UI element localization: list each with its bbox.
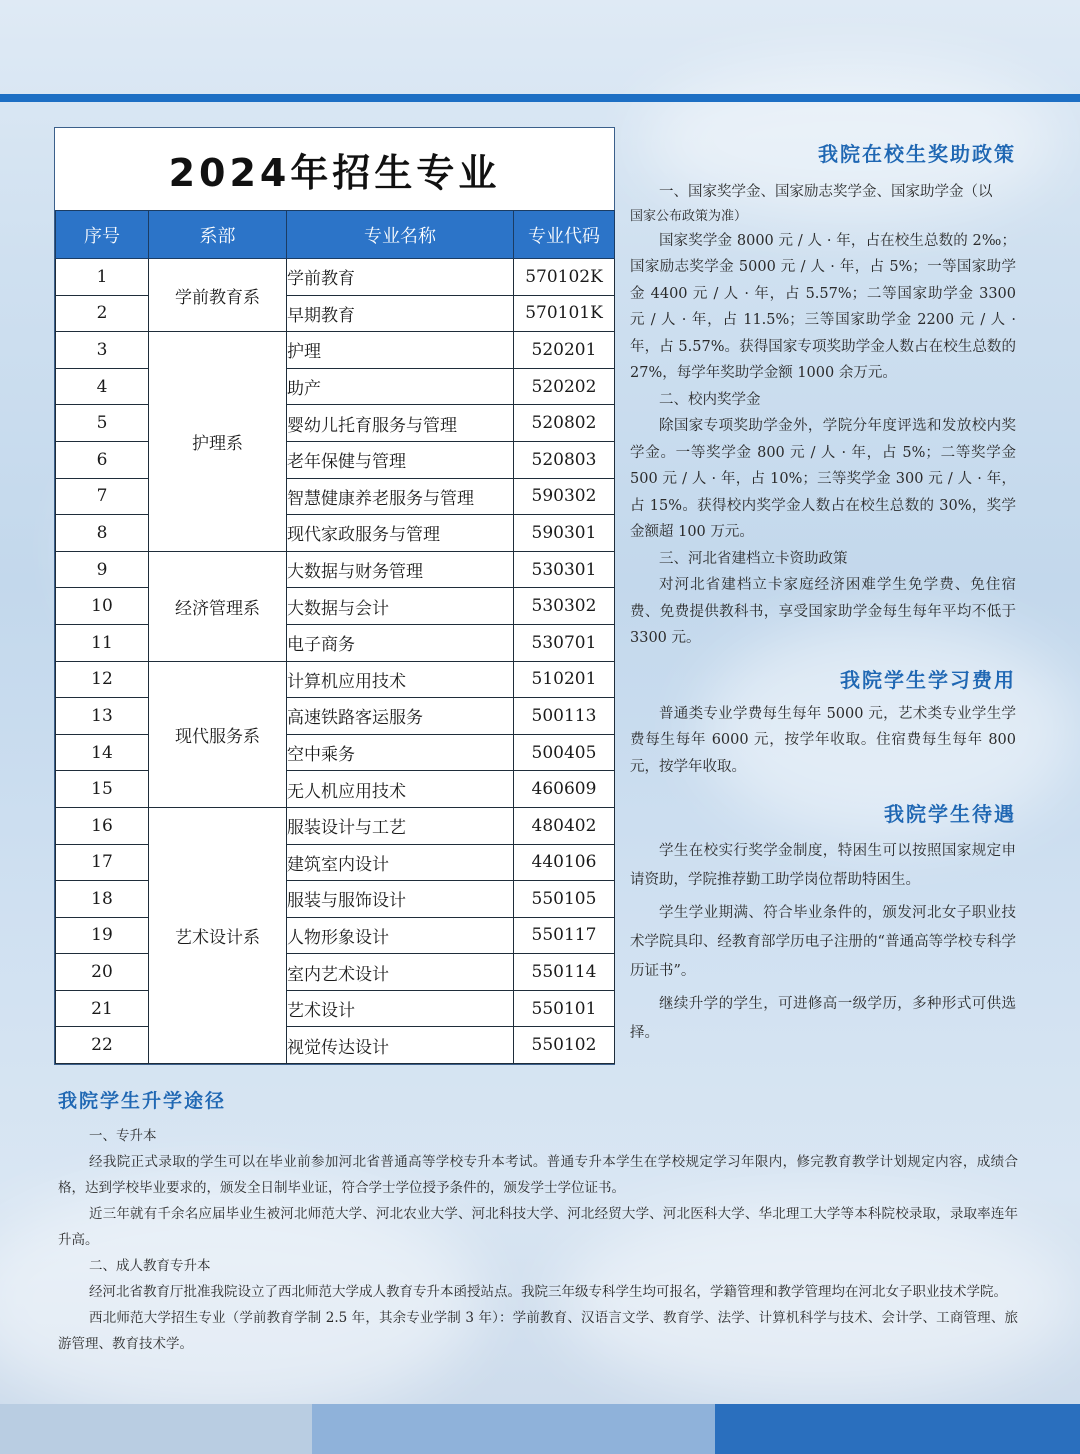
row-number: 9 (56, 551, 149, 588)
table-row (56, 771, 615, 808)
major-name: 婴幼儿托育服务与管理 (287, 405, 514, 442)
major-code: 550117 (514, 917, 615, 954)
row-number: 5 (56, 405, 149, 442)
major-name: 人物形象设计 (287, 917, 514, 954)
row-number: 6 (56, 441, 149, 478)
fees-paragraph: 普通类专业学费每生每年 5000 元，艺术类专业学生学费每生每年 6000 元，按学年收取。住宿费每生每年 800 元，按学年收取。 (630, 705, 1016, 775)
major-code: 500405 (514, 734, 615, 771)
major-code: 530302 (514, 588, 615, 625)
right-column (630, 138, 1016, 1048)
pathway-paragraph: 西北师范大学招生专业（学前教育学制 2.5 年，其余专业学制 3 年）：学前教育、汉语言文学、教育学、法学、计算机科学与技术、会计学、工商管理、旅游管理、教育技术学。 (58, 1310, 1018, 1352)
major-code: 570101K (514, 295, 615, 332)
major-name: 服装设计与工艺 (287, 807, 514, 844)
row-number: 11 (56, 624, 149, 661)
major-code: 500113 (514, 698, 615, 735)
benefits-paragraph: 继续升学的学生，可进修高一级学历，多种形式可供选择。 (630, 996, 1016, 1041)
major-name: 学前教育 (287, 259, 514, 296)
table-row (56, 734, 615, 771)
benefits-paragraph: 学生在校实行奖学金制度，特困生可以按照国家规定申请资助，学院推荐勤工助学岗位帮助特困生。 (630, 843, 1016, 888)
department-cell: 护理系 (149, 332, 287, 552)
department-cell: 学前教育系 (149, 259, 287, 332)
major-name: 智慧健康养老服务与管理 (287, 478, 514, 515)
row-number: 2 (56, 295, 149, 332)
major-name: 早期教育 (287, 295, 514, 332)
table-header-row (56, 211, 615, 259)
table-row (56, 1027, 615, 1064)
header-number: 序号 (56, 211, 149, 259)
pathway-title: 我院学生升学途径 (58, 1090, 227, 1112)
department-cell: 现代服务系 (149, 661, 287, 807)
policy-heading-2: 二、校内奖学金 (659, 391, 761, 408)
major-name: 服装与服饰设计 (287, 881, 514, 918)
table-row (56, 844, 615, 881)
row-number: 19 (56, 917, 149, 954)
footer-strip-light (0, 1404, 312, 1454)
table-row (56, 259, 615, 296)
table-row (56, 405, 615, 442)
table-row (56, 332, 615, 369)
major-name: 高速铁路客运服务 (287, 698, 514, 735)
row-number: 16 (56, 807, 149, 844)
table-title: 2024年招生专业 (168, 150, 501, 195)
table-row (56, 624, 615, 661)
major-name: 电子商务 (287, 624, 514, 661)
footer-strip-dark (715, 1404, 1080, 1454)
row-number: 3 (56, 332, 149, 369)
benefits-paragraph: 学生学业期满、符合毕业条件的，颁发河北女子职业技术学院具印、经教育部学历电子注册的“普通高等学校专科学历证书”。 (630, 905, 1016, 979)
row-number: 18 (56, 881, 149, 918)
row-number: 1 (56, 259, 149, 296)
pathway-paragraph: 经我院正式录取的学生可以在毕业前参加河北省普通高等学校专升本考试。普通专升本学生在学校规定学习年限内，修完教育教学计划规定内容，成绩合格，达到学校毕业要求的，颁发全日制毕业证，符合学士学位授予条件的，颁发学士学位证书。 (58, 1154, 1018, 1196)
row-number: 12 (56, 661, 149, 698)
row-number: 15 (56, 771, 149, 808)
pathway-heading-2: 二、成人教育专升本 (89, 1258, 211, 1274)
header-department: 系部 (149, 211, 287, 259)
policy-paragraph: 除国家专项奖助学金外，学院分年度评选和发放校内奖学金。一等奖学金 800 元 / 人 · 年，占 5%；二等奖学金 500 元 / 人 · 年，占 10%；三等奖学金 300 元 / 人 · 年，占 15%。获得校内奖学金人数占在校生总数的 30%，奖学金额超 100 万元。 (630, 418, 1016, 540)
header-major-code: 专业代码 (514, 211, 615, 259)
row-number: 22 (56, 1027, 149, 1064)
table-row (56, 881, 615, 918)
pathway-heading-1: 一、专升本 (89, 1128, 157, 1144)
policy-heading-1: 一、国家奖学金、国家励志奖学金、国家助学金（以 (659, 184, 993, 200)
major-code: 530701 (514, 624, 615, 661)
major-code: 520201 (514, 332, 615, 369)
major-name: 老年保健与管理 (287, 441, 514, 478)
major-code: 440106 (514, 844, 615, 881)
major-name: 室内艺术设计 (287, 954, 514, 991)
header-major-name: 专业名称 (287, 211, 514, 259)
major-code: 480402 (514, 807, 615, 844)
row-number: 7 (56, 478, 149, 515)
table-row (56, 698, 615, 735)
major-code: 550101 (514, 990, 615, 1027)
major-name: 建筑室内设计 (287, 844, 514, 881)
table-row (56, 441, 615, 478)
row-number: 10 (56, 588, 149, 625)
table-row (56, 295, 615, 332)
majors-table (55, 210, 615, 1064)
major-name: 计算机应用技术 (287, 661, 514, 698)
major-name: 护理 (287, 332, 514, 369)
major-code: 550114 (514, 954, 615, 991)
pathway-section (58, 1086, 1018, 1357)
major-code: 510201 (514, 661, 615, 698)
major-code: 460609 (514, 771, 615, 808)
top-accent-bar (0, 94, 1080, 102)
major-name: 空中乘务 (287, 734, 514, 771)
row-number: 13 (56, 698, 149, 735)
major-code: 590301 (514, 515, 615, 552)
major-code: 550102 (514, 1027, 615, 1064)
major-name: 助产 (287, 368, 514, 405)
major-name: 无人机应用技术 (287, 771, 514, 808)
table-row (56, 551, 615, 588)
row-number: 20 (56, 954, 149, 991)
table-row (56, 807, 615, 844)
department-cell: 经济管理系 (149, 551, 287, 661)
major-code: 550105 (514, 881, 615, 918)
table-row (56, 917, 615, 954)
policy-heading-1-cont: 国家公布政策为准） (630, 208, 748, 224)
policy-heading-3: 三、河北省建档立卡资助政策 (659, 550, 848, 567)
policy-paragraph: 国家奖学金 8000 元 / 人 · 年，占在校生总数的 2‰；国家励志奖学金 5000 元 / 人 · 年，占 5%；一等国家助学金 4400 元 / 人 · 年，占 5.57%；二等国家助学金 3300 元 / 人 · 年，占 11.5%；三等国家助学金 2200 元 / 人 · 年，占 5.57%。获得国家专项奖助学金人数占在校生总数的 27%，每学年奖助学金额 1000 余万元。 (630, 232, 1016, 381)
table-row (56, 515, 615, 552)
row-number: 14 (56, 734, 149, 771)
major-code: 520802 (514, 405, 615, 442)
row-number: 17 (56, 844, 149, 881)
majors-table-card (54, 127, 615, 1065)
table-row (56, 368, 615, 405)
major-name: 现代家政服务与管理 (287, 515, 514, 552)
table-row (56, 990, 615, 1027)
pathway-paragraph: 经河北省教育厅批准我院设立了西北师范大学成人教育专升本函授站点。我院三年级专科学生均可报名，学籍管理和教学管理均在河北女子职业技术学院。 (89, 1284, 1008, 1300)
major-name: 大数据与会计 (287, 588, 514, 625)
table-row (56, 954, 615, 991)
major-code: 520803 (514, 441, 615, 478)
table-row (56, 478, 615, 515)
pathway-paragraph: 近三年就有千余名应届毕业生被河北师范大学、河北农业大学、河北科技大学、河北经贸大学、河北医科大学、华北理工大学等本科院校录取，录取率连年升高。 (58, 1206, 1018, 1248)
major-code: 570102K (514, 259, 615, 296)
major-name: 艺术设计 (287, 990, 514, 1027)
major-code: 530301 (514, 551, 615, 588)
footer-strip-mid (312, 1404, 715, 1454)
department-cell: 艺术设计系 (149, 807, 287, 1063)
major-name: 视觉传达设计 (287, 1027, 514, 1064)
table-row (56, 588, 615, 625)
policy-title: 我院在校生奖助政策 (818, 142, 1016, 166)
fees-title: 我院学生学习费用 (840, 667, 1016, 692)
row-number: 21 (56, 990, 149, 1027)
policy-paragraph: 对河北省建档立卡家庭经济困难学生免学费、免住宿费、免费提供教科书，享受国家助学金每生每年平均不低于 3300 元。 (630, 577, 1016, 646)
major-code: 520202 (514, 368, 615, 405)
row-number: 8 (56, 515, 149, 552)
benefits-title: 我院学生待遇 (884, 802, 1016, 826)
table-row (56, 661, 615, 698)
major-name: 大数据与财务管理 (287, 551, 514, 588)
row-number: 4 (56, 368, 149, 405)
major-code: 590302 (514, 478, 615, 515)
